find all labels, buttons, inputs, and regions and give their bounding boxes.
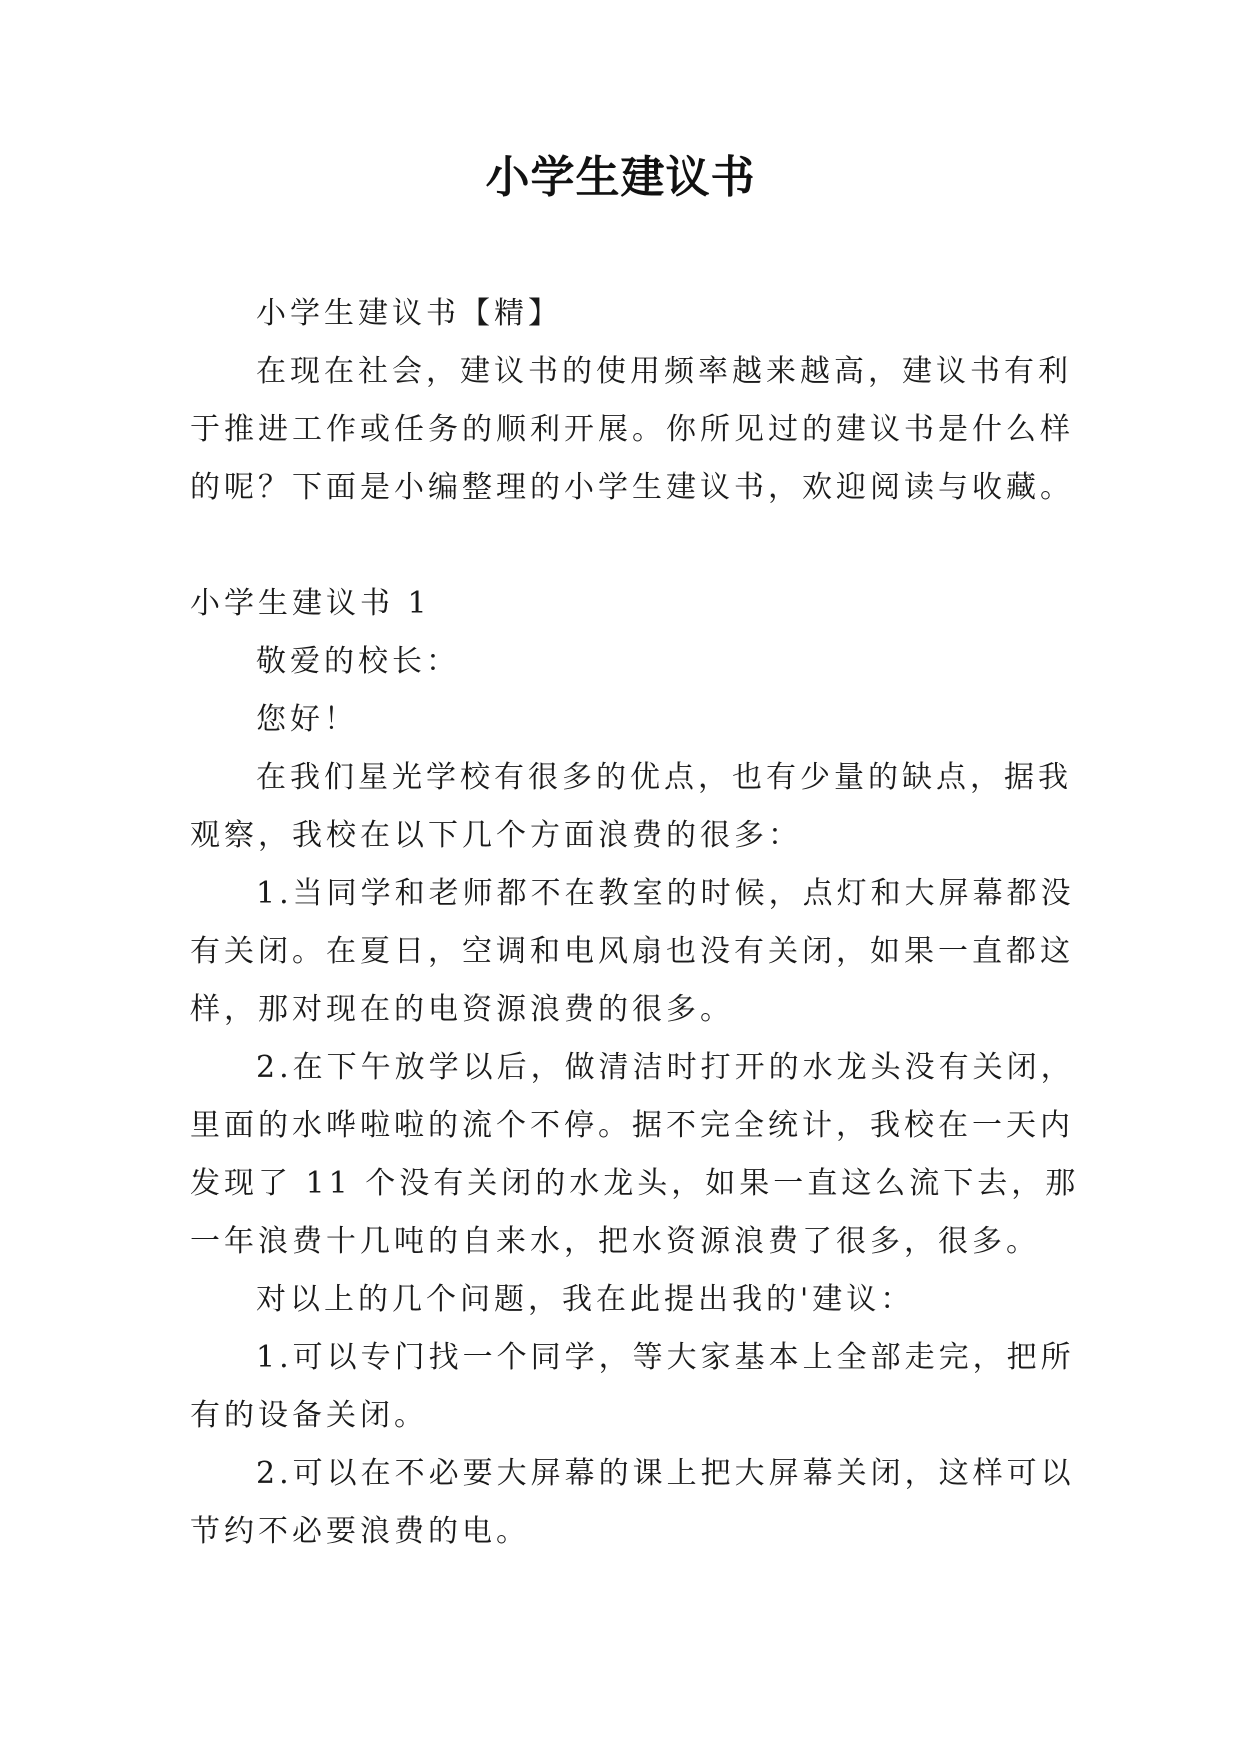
point-2-line-1: 2.在下午放学以后，做清洁时打开的水龙头没有关闭， [256,1050,1075,1085]
point-2-line-2: 里面的水哗啦啦的流个不停。据不完全统计，我校在一天内 [190,1108,1074,1143]
paragraph-gap [190,517,1050,575]
section-heading: 小学生建议书 1 [190,586,431,621]
body-line-1: 在我们星光学校有很多的优点，也有少量的缺点，据我 [256,760,1072,795]
point-2-line-3: 发现了 11 个没有关闭的水龙头，如果一直这么流下去，那 [190,1166,1080,1201]
subtitle-line: 小学生建议书【精】 [256,296,562,331]
point-1-line-3: 样，那对现在的电资源浪费的很多。 [190,992,734,1027]
suggestion-2-line-1: 2.可以在不必要大屏幕的课上把大屏幕关闭，这样可以 [256,1456,1075,1491]
greeting-line: 您好！ [256,702,358,737]
body-line-2: 观察，我校在以下几个方面浪费的很多： [190,818,802,853]
intro-line-2: 于推进工作或任务的顺利开展。你所见过的建议书是什么样 [190,412,1074,447]
suggestion-1-line-2: 有的设备关闭。 [190,1398,428,1433]
salutation-line: 敬爱的校长： [256,644,460,679]
intro-line-1: 在现在社会，建议书的使用频率越来越高，建议书有利 [256,354,1072,389]
suggestion-2-line-2: 节约不必要浪费的电。 [190,1514,530,1549]
point-1-line-2: 有关闭。在夏日，空调和电风扇也没有关闭，如果一直都这 [190,934,1074,969]
point-2-line-4: 一年浪费十几吨的自来水，把水资源浪费了很多，很多。 [190,1224,1040,1259]
suggestion-1-line-1: 1.可以专门找一个同学，等大家基本上全部走完，把所 [256,1340,1075,1375]
intro-line-3: 的呢？下面是小编整理的小学生建议书，欢迎阅读与收藏。 [190,470,1074,505]
document-title: 小学生建议书 [485,152,756,203]
suggestion-intro-line: 对以上的几个问题，我在此提出我的'建议： [256,1282,915,1317]
document-body [190,285,1080,1561]
point-1-line-1: 1.当同学和老师都不在教室的时候，点灯和大屏幕都没 [256,876,1075,911]
